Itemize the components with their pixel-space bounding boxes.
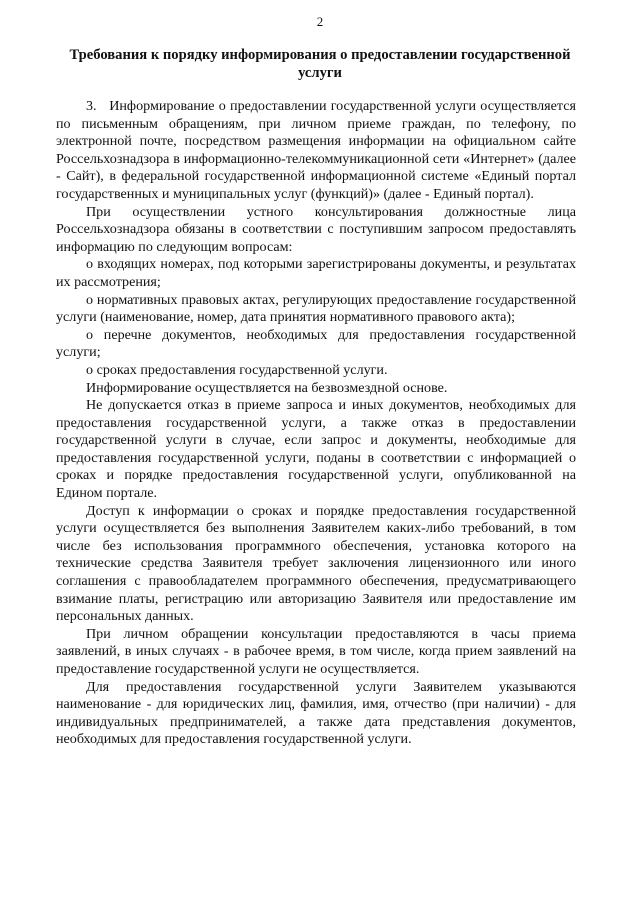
section-title: Требования к порядку информирования о предоставлении государственной услуги bbox=[69, 47, 571, 81]
paragraph-incoming-numbers: о входящих номерах, под которыми зарегистрированы документы, и результатах их рассмотрения; bbox=[56, 256, 576, 290]
paragraph-service-terms: о сроках предоставления государственной услуги. bbox=[86, 361, 388, 378]
body-text bbox=[56, 98, 576, 749]
paragraph-information-access: Доступ к информации о сроках и порядке предоставления государственной услуги осуществляется без выполнения Заявителем каких-либо требований, в том числе без использования программного обеспечения, установка которого на технические средства Заявителя требует заключения лицензионного или иного соглашения с правообладателем программного обеспечения, предусматривающего взимание платы, регистрацию или авторизацию Заявителя или предоставление им персональных данных. bbox=[56, 502, 576, 625]
paragraph-informing-channels: 3. Информирование о предоставлении государственной услуги осуществляется по письменным обращениям, при личном приеме граждан, по телефону, по электронной почте, посредством размещения информации на официальном сайте Россельхознадзора в информационно-телекоммуникационной сети «Интернет» (далее - Сайт), в федеральной государственной информационной системе «Единый портал государственных и муниципальных услуг (функций)» (далее - Единый портал). bbox=[56, 98, 576, 202]
paragraph-free-of-charge: Информирование осуществляется на безвозмездной основе. bbox=[86, 379, 448, 396]
paragraph-oral-consulting: При осуществлении устного консультирования должностные лица Россельхознадзора обязаны в соответствии с поступившим запросом предоставлять информацию по следующим вопросам: bbox=[56, 203, 576, 255]
paragraph-personal-visit: При личном обращении консультации предоставляются в часы приема заявлений, в иных случаях - в рабочее время, в том числе, когда прием заявлений на предоставление государственной услуги не осуществляется. bbox=[56, 625, 576, 677]
paragraph-refusal-not-allowed: Не допускается отказ в приеме запроса и иных документов, необходимых для предоставления государственной услуги, а также отказ в предоставлении государственной услуги в случае, если запрос и документы, необходимые для предоставления государственной услуги, поданы в соответствии с информацией о сроках и порядке предоставления государственной услуги, опубликованной на Едином портале. bbox=[56, 397, 576, 502]
paragraph-applicant-details: Для предоставления государственной услуги Заявителем указываются наименование - для юридических лиц, фамилия, имя, отчество (при наличии) - для индивидуальных предпринимателей, а также дата представления документов, необходимых для предоставления государственной услуги. bbox=[56, 678, 576, 748]
paragraph-documents-list: о перечне документов, необходимых для предоставления государственной услуги; bbox=[56, 326, 576, 361]
page-number: 2 bbox=[316, 14, 324, 29]
paragraph-normative-acts: о нормативных правовых актах, регулирующих предоставление государственной услуги (наименование, номер, дата принятия нормативного правового акта); bbox=[56, 291, 576, 326]
